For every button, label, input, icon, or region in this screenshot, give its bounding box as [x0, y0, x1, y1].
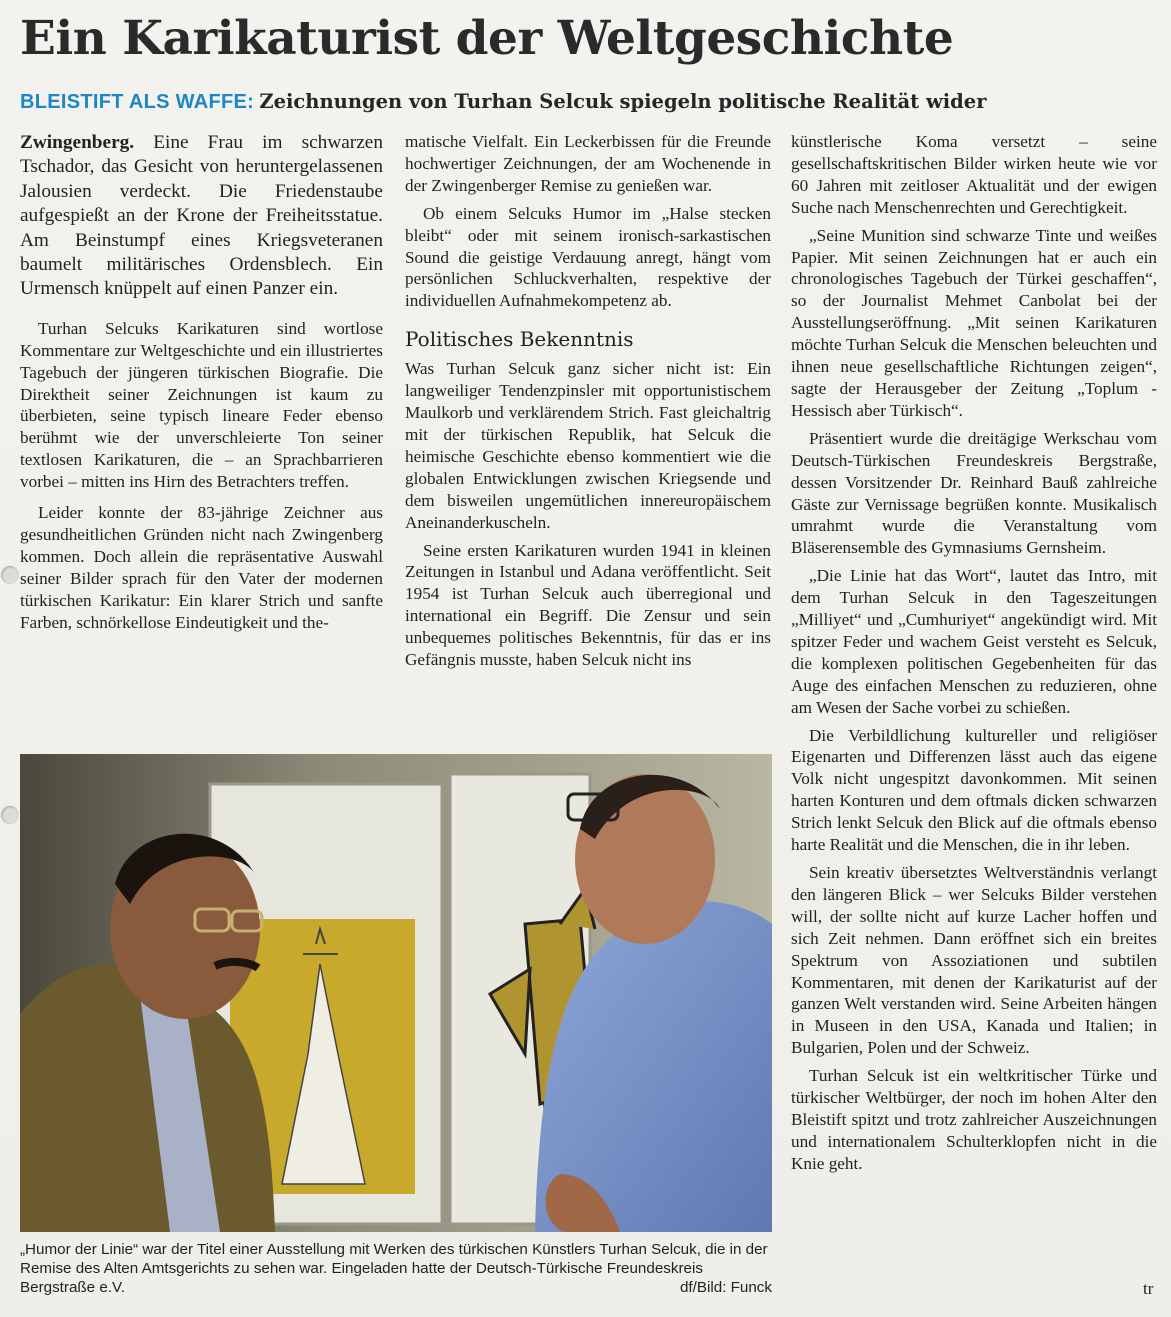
paragraph: Präsentiert wurde die dreitägige Werkschau vom Deutsch-Türkischen Freundeskreis Bergstraße, dessen Vorsitzender Dr. Reinhard Bauß zahlreiche Gäste zur Vernissage begrüßen konnte. Musikalisch umrahmt wurde die Veranstaltung vom Bläserensemble des Gymnasiums Gernsheim.	[791, 428, 1157, 558]
photo-caption: „Humor der Linie“ war der Titel einer Ausstellung mit Werken des türkischen Künstlers Turhan Selcuk, die in der Remise des Alten Amtsgerichts zu sehen war. Eingeladen hatte der Deutsch-Türkische Freundeskreis Bergstraße e.V.	[20, 1241, 768, 1296]
paragraph: Turhan Selcuk ist ein weltkritischer Türke und türkischer Weltbürger, der noch im hohen Alter den Bleistift spitzt und trotz zahlreicher Auszeichnungen und internationalem Schulterklopfen nicht in die Knie geht.	[791, 1066, 1157, 1173]
subheading: Politisches Bekenntnis	[405, 327, 634, 352]
paragraph: „Die Linie hat das Wort“, lautet das Intro, mit dem Turhan Selcuk in den Tageszeitungen „Milliyet“ und „Cumhuriyet“ angekündigt wird. Mit spitzer Feder und wachem Geist versteht es Selcuk, die komplexen politischen Gegebenheiten für das Auge des einfachen Menschen zu reduzieren, ohne am Wesen der Sache vorbei zu schießen.	[791, 566, 1157, 717]
dateline: Zwingenberg.	[20, 132, 135, 153]
deck: Zeichnungen von Turhan Selcuk spiegeln politische Realität wider	[259, 90, 987, 113]
exhibition-photo	[20, 754, 772, 1232]
paragraph: Seine ersten Karikaturen wurden 1941 in kleinen Zeitungen in Istanbul und Adana veröffentlicht. Seit 1954 ist Turhan Selcuk auch überregional und international ein Begriff. Die Zensur und sein unbequemes politisches Bekenntnis, für das er ins Gefängnis musste, haben Selcuk nicht ins	[405, 540, 771, 670]
column-3	[791, 131, 1157, 1175]
paragraph: „Seine Munition sind schwarze Tinte und weißes Papier. Mit seinen Zeichnungen hat er auch ein chronologisches Tagebuch der Türkei geschaffen“, so der Journalist Mehmet Canbolat bei der Ausstellungseröffnung. „Mit seinen Karikaturen möchte Turhan Selcuk die Menschen beleuchten und ihnen neue gesellschaftliche Richtungen zeigen“, sagte der Herausgeber der Zeitung „Toplum - Hessisch aber Türkisch“.	[791, 225, 1157, 420]
column-1	[20, 131, 383, 634]
paragraph: Leider konnte der 83-jährige Zeichner aus gesundheitlichen Gründen nicht nach Zwingenberg kommen. Doch allein die repräsentative Auswahl seiner Bilder sprach für den Vater der modernen türkischen Karikatur: Ein klarer Strich und sanfte Farben, schnörkellose Eindeutigkeit und the-	[20, 503, 383, 632]
author-signature: tr	[1143, 1279, 1154, 1298]
punch-hole-bottom	[1, 806, 19, 824]
punch-hole-top	[1, 566, 19, 584]
article-subline	[20, 86, 1160, 117]
paragraph: Was Turhan Selcuk ganz sicher nicht ist: Ein langweiliger Tendenzpinsler mit opportunistischem Maulkorb und verklärendem Strich. Fast gleichaltrig mit der türkischen Republik, hat Selcuk die heimische Geschichte ebenso kommentiert wie die globalen Entwicklungen zwischen Kriegsende und dem bisweilen ungemütlichen innereuropäischem Aneinanderkuscheln.	[405, 359, 771, 532]
paragraph: Ob einem Selcuks Humor im „Halse stecken bleibt“ oder mit seinem ironisch-sarkastischen Sound die geistige Verdauung anregt, hängt vom persönlichen Schluckverhalten, respektive der individuellen Aufnahmekompetenz ab.	[405, 203, 771, 311]
column-2	[405, 131, 771, 671]
paragraph: künstlerische Koma versetzt – seine gesellschaftskritischen Bilder wirken heute wie vor 60 Jahren mit zeitloser Aktualität und der ewigen Suche nach Menschenrechten und Gerechtigkeit.	[791, 132, 1157, 217]
paragraph: matische Vielfalt. Ein Leckerbissen für die Freunde hochwertiger Zeichnungen, der am Wochenende in der Zwingenberger Remise zu genießen war.	[405, 132, 771, 195]
kicker: BLEISTIFT ALS WAFFE:	[20, 91, 255, 113]
photo-illustration	[20, 754, 772, 1232]
lead-paragraph	[20, 131, 383, 302]
paragraph: Die Verbildlichung kultureller und religiöser Eigenarten und Differenzen lässt auch das eigene Volk nicht ungespitzt davonkommen. Mit seinen harten Konturen und dem oftmals dicken schwarzen Strich lenkt Selcuk den Blick auf die oftmals ebenso harte Realität und die Menschen, die in ihr leben.	[791, 725, 1157, 855]
paragraph: Turhan Selcuks Karikaturen sind wortlose Kommentare zur Weltgeschichte und ein illustriertes Tagebuch der jüngeren türkischen Biografie. Die Direktheit seiner Zeichnungen ist kaum zu überbieten, seine typisch lineare Feder ebenso berühmt wie der unverschleierte Ton seiner textlosen Karikaturen, die – an Sprachbarrieren vorbei – mitten ins Hirn des Betrachters treffen.	[20, 318, 383, 492]
article-headline: Ein Karikaturist der Weltgeschichte	[20, 11, 954, 66]
paragraph: Sein kreativ übersetztes Weltverständnis verlangt den längeren Blick – wer Selcuks Bilder verstehen will, der sollte nicht auf kurze Lacher hoffen und sich Zeit nehmen. Dann eröffnet sich ein breites Spektrum von Assoziationen und subtilen Kommentaren, mit denen der Karikaturist auf der ganzen Welt verstanden wird. Seine Arbeiten hängen in Museen in den USA, Kanada und Italien; in Bulgarien, Polen und der Schweiz.	[791, 863, 1157, 1058]
lead-text: Eine Frau im schwarzen Tschador, das Gesicht von heruntergelassenen Jalousien verdeckt. Die Friedenstaube aufgespießt an der Krone der Freiheitsstatue. Am Beinstumpf eines Kriegsveteranen baumelt militärisches Ordensblech. Ein Urmensch knüppelt auf einen Panzer ein.	[20, 132, 383, 300]
photo-credit: df/Bild: Funck	[679, 1279, 772, 1296]
